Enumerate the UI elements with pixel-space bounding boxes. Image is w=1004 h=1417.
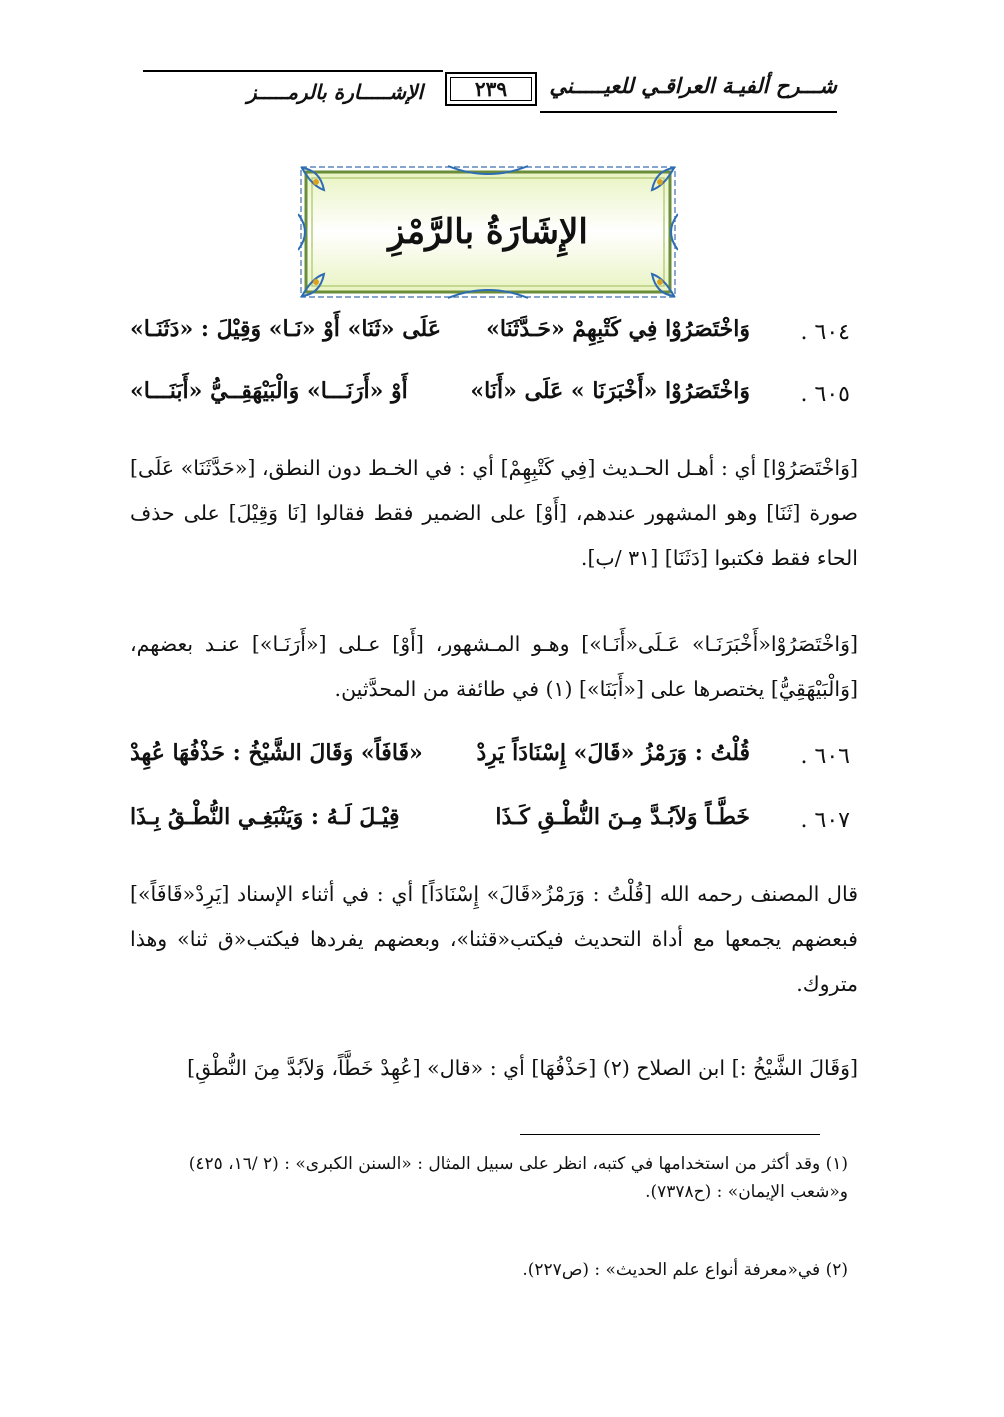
verse-first-hemistich: وَاخْتَصَرُوْا فِي كَتْبِهِمْ «حَـدَّثَنَا» xyxy=(486,316,750,342)
running-header-chapter: الإشـــــارة بالرمـــــز xyxy=(246,80,423,104)
footnote: (١) وقد أكثر من استخدامها في كتبه، انظر على سبيل المثال : «السنن الكبرى» : (٢ /١٦، ٤٢٥) و«شعب الإيمان» : (ح٧٣٧٨). xyxy=(188,1154,848,1202)
header-rule-top xyxy=(143,70,443,72)
verse-second-hemistich: أَوْ «أَرَنَـــا» وَالْبَيْهَقِــيُّ «أَبَنَـــا» xyxy=(130,378,408,404)
commentary-paragraph: [وَقَالَ الشَّيْخُ :] ابن الصلاح (٢) [حَذْفُهَا] أي : «قال» [عُهِدْ خَطَّاً، وَلاَبُدَّ مِنَ النُّطْقِ] xyxy=(187,1056,858,1080)
verse-number: ٦٠٥ . xyxy=(800,382,850,407)
running-header-book-title: شـــرح ألفيـة العراقـي للعيـــــني xyxy=(549,73,837,98)
verse-second-hemistich: قِيْـلَ لَـهُ : وَيَنْبَغِـي النُّطْـقُ بِـذَا xyxy=(130,804,400,830)
verse-line xyxy=(130,804,850,844)
verse-number: ٦٠٦ . xyxy=(800,744,850,769)
verse-first-hemistich: خَطَّـاً وَلاَبُـدَّ مِـنَ النُّطْـقِ كَـذَا xyxy=(495,804,750,830)
verse-line xyxy=(130,316,850,356)
verse-second-hemistich: «قَافَاً» وَقَالَ الشَّيْخُ : حَذْفُهَا عُهِدْ xyxy=(130,740,423,766)
verse-second-hemistich: عَلَى «ثَنَا» أَوْ «نَـا» وَقِيْلَ : «دَثَنَـا» xyxy=(130,316,441,342)
commentary-paragraph: [وَاخْتَصَرُوْا] أي : أهـل الحـديث [فِي كَتْبِهِمْ] أي : في الخـط دون النطق، [«حَدَّثَنَا» عَلَى] صورة [ثَنَا] وهو المشهور عندهم، [أَوْ] على الضمير فقط فقالوا [نَا وَقِيْلَ] على حذف الحاء فقط فكتبوا [دَثَنَا] [٣١ /ب]. xyxy=(130,456,858,570)
page-number: ٢٣٩ xyxy=(445,72,537,106)
commentary-paragraph: قال المصنف رحمه الله [قُلْتُ : وَرَمْزُ«قَالَ» إِسْنَادَاً] أي : في أثناء الإسناد [يَرِدْ«قَافَاً»] فبعضهم يجمعها مع أداة التحديث فيكتب«قثنا»، وبعضهم يفردها فيكتب«ق ثنا» وهذا متروك. xyxy=(130,882,858,996)
verse-first-hemistich: وَاخْتَصَرُوْا «أَخْبَرَنَا » عَلَى «أَنَا» xyxy=(470,378,750,404)
verse-line xyxy=(130,378,850,418)
commentary-paragraph: [وَاخْتَصَرُوْا«أَخْبَرَنَـا» عَـلَى«أَنَـا»] وهـو المـشهور، [أَوْ] عـلى [«أَرَنَـا»] عنـد بعضهم، [وَالْبَيْهَقِيُّ] يختصرها على [«أَبَنَا»] (١) في طائفة من المحدَّثين. xyxy=(130,632,858,701)
verse-number: ٦٠٧ . xyxy=(800,808,850,833)
header-rule-bottom xyxy=(540,111,837,113)
verse-line xyxy=(130,740,850,780)
verse-first-hemistich: قُلْتُ : وَرَمْزُ «قَالَ» إِسْنَادَاً يَرِدْ xyxy=(476,740,750,766)
section-title: الإِشَارَةُ بالرَّمْزِ xyxy=(388,212,588,252)
footnote-separator xyxy=(520,1134,820,1135)
verse-number: ٦٠٤ . xyxy=(800,320,850,345)
footnote: (٢) في«معرفة أنواع علم الحديث» : (ص٢٢٧). xyxy=(522,1260,848,1280)
